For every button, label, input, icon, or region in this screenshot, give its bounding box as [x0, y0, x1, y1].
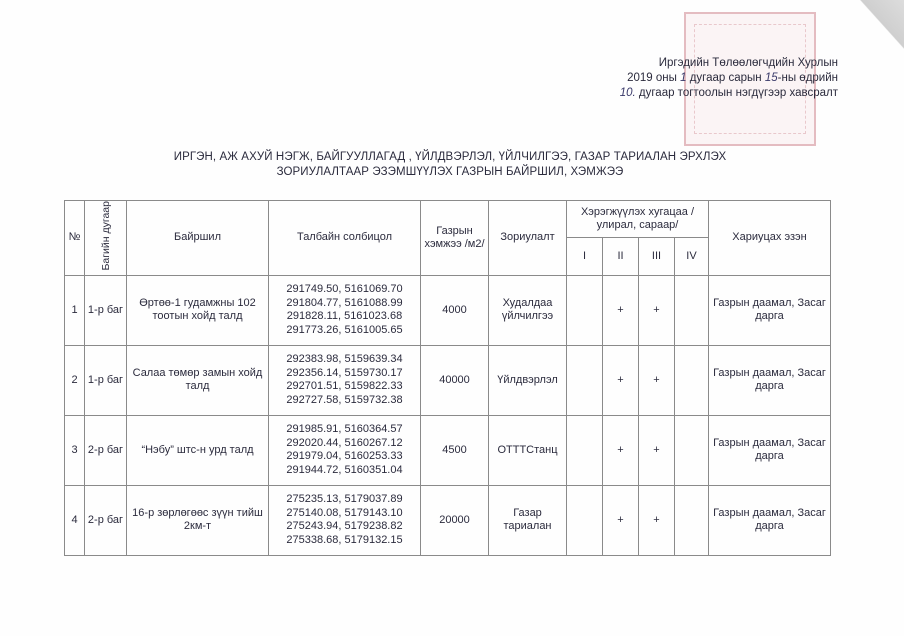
document-title — [100, 150, 800, 180]
row-quarter-1 — [567, 345, 603, 415]
header-quarter-4: IV — [675, 237, 709, 275]
row-responsible: Газрын даамал, Засаг дарга — [709, 485, 831, 555]
row-location: Өртөө-1 гудамжны 102 тоотын хойд талд — [127, 275, 269, 345]
table-row — [65, 275, 831, 345]
header-line-3: 10. дугаар тогтоолын нэгдүгээр хавсралт — [619, 87, 838, 99]
row-quarter-2: + — [603, 345, 639, 415]
row-coords: 292383.98, 5159639.34 292356.14, 5159730.17 292701.51, 5159822.33 292727.58, 5159732.38 — [269, 345, 421, 415]
row-area: 4500 — [421, 415, 489, 485]
title-line-2: ЗОРИУЛАЛТААР ЭЗЭМШҮҮЛЭХ ГАЗРЫН БАЙРШИЛ, ХЭМЖЭЭ — [276, 166, 624, 178]
row-bag: 1-р баг — [85, 345, 127, 415]
row-quarter-2: + — [603, 415, 639, 485]
row-area: 20000 — [421, 485, 489, 555]
row-quarter-4 — [675, 345, 709, 415]
row-quarter-2: + — [603, 485, 639, 555]
header-responsible: Хариуцах эзэн — [709, 201, 831, 276]
header-bag: Багийн дугаар — [85, 201, 127, 276]
row-purpose: ОТТТСтанц — [489, 415, 567, 485]
row-no: 2 — [65, 345, 85, 415]
row-quarter-3: + — [639, 275, 675, 345]
header-quarter-1: I — [567, 237, 603, 275]
row-coords: 291985.91, 5160364.57 292020.44, 5160267.12 291979.04, 5160253.33 291944.72, 5160351.04 — [269, 415, 421, 485]
row-bag: 2-р баг — [85, 415, 127, 485]
row-quarter-3: + — [639, 345, 675, 415]
table-row — [65, 415, 831, 485]
row-purpose: Худалдаа үйлчилгээ — [489, 275, 567, 345]
row-coords: 275235.13, 5179037.89 275140.08, 5179143.10 275243.94, 5179238.82 275338.68, 5179132.15 — [269, 485, 421, 555]
row-responsible: Газрын даамал, Засаг дарга — [709, 345, 831, 415]
row-no: 1 — [65, 275, 85, 345]
header-location: Байршил — [127, 201, 269, 276]
header-quarter-2: II — [603, 237, 639, 275]
row-bag: 2-р баг — [85, 485, 127, 555]
row-bag: 1-р баг — [85, 275, 127, 345]
row-responsible: Газрын даамал, Засаг дарга — [709, 415, 831, 485]
row-quarter-4 — [675, 415, 709, 485]
row-area: 40000 — [421, 345, 489, 415]
row-no: 3 — [65, 415, 85, 485]
header-purpose: Зориулалт — [489, 201, 567, 276]
row-purpose: Газар тариалан — [489, 485, 567, 555]
land-allocation-table — [64, 200, 831, 556]
row-quarter-4 — [675, 275, 709, 345]
header-line-1: Иргэдийн Төлөөлөгчдийн Хурлын — [658, 57, 838, 69]
row-quarter-3: + — [639, 415, 675, 485]
row-no: 4 — [65, 485, 85, 555]
row-quarter-1 — [567, 275, 603, 345]
appendix-header — [620, 56, 838, 101]
row-location: 16-р зөрлөгөөс зүүн тийш 2км-т — [127, 485, 269, 555]
row-quarter-4 — [675, 485, 709, 555]
row-area: 4000 — [421, 275, 489, 345]
row-location: Салаа төмөр замын хойд талд — [127, 345, 269, 415]
handwritten-month: 1 — [680, 72, 687, 84]
row-quarter-3: + — [639, 485, 675, 555]
row-purpose: Үйлдвэрлэл — [489, 345, 567, 415]
header-line-2: 2019 оны 1 дугаар сарын 15-ны өдрийн — [627, 72, 838, 84]
row-coords: 291749.50, 5161069.70 291804.77, 5161088.99 291828.11, 5161023.68 291773.26, 5161005.65 — [269, 275, 421, 345]
handwritten-resolution-number: 10. — [619, 87, 636, 99]
header-period: Хэрэгжүүлэх хугацаа /улирал, сараар/ — [567, 201, 709, 238]
header-no: № — [65, 201, 85, 276]
row-quarter-1 — [567, 415, 603, 485]
row-quarter-2: + — [603, 275, 639, 345]
header-quarter-3: III — [639, 237, 675, 275]
header-coords: Талбайн солбицол — [269, 201, 421, 276]
row-quarter-1 — [567, 485, 603, 555]
row-location: “Нэбу” штс-н урд талд — [127, 415, 269, 485]
handwritten-day: 15 — [764, 72, 778, 84]
header-area: Газрын хэмжээ /м2/ — [421, 201, 489, 276]
row-responsible: Газрын даамал, Засаг дарга — [709, 275, 831, 345]
title-line-1: ИРГЭН, АЖ АХУЙ НЭГЖ, БАЙГУУЛЛАГАД , ҮЙЛДВЭРЛЭЛ, ҮЙЛЧИЛГЭЭ, ГАЗАР ТАРИАЛАН ЭРХЛЭХ — [173, 151, 727, 163]
table-row — [65, 485, 831, 555]
table-row — [65, 345, 831, 415]
page-fold — [807, 0, 904, 55]
